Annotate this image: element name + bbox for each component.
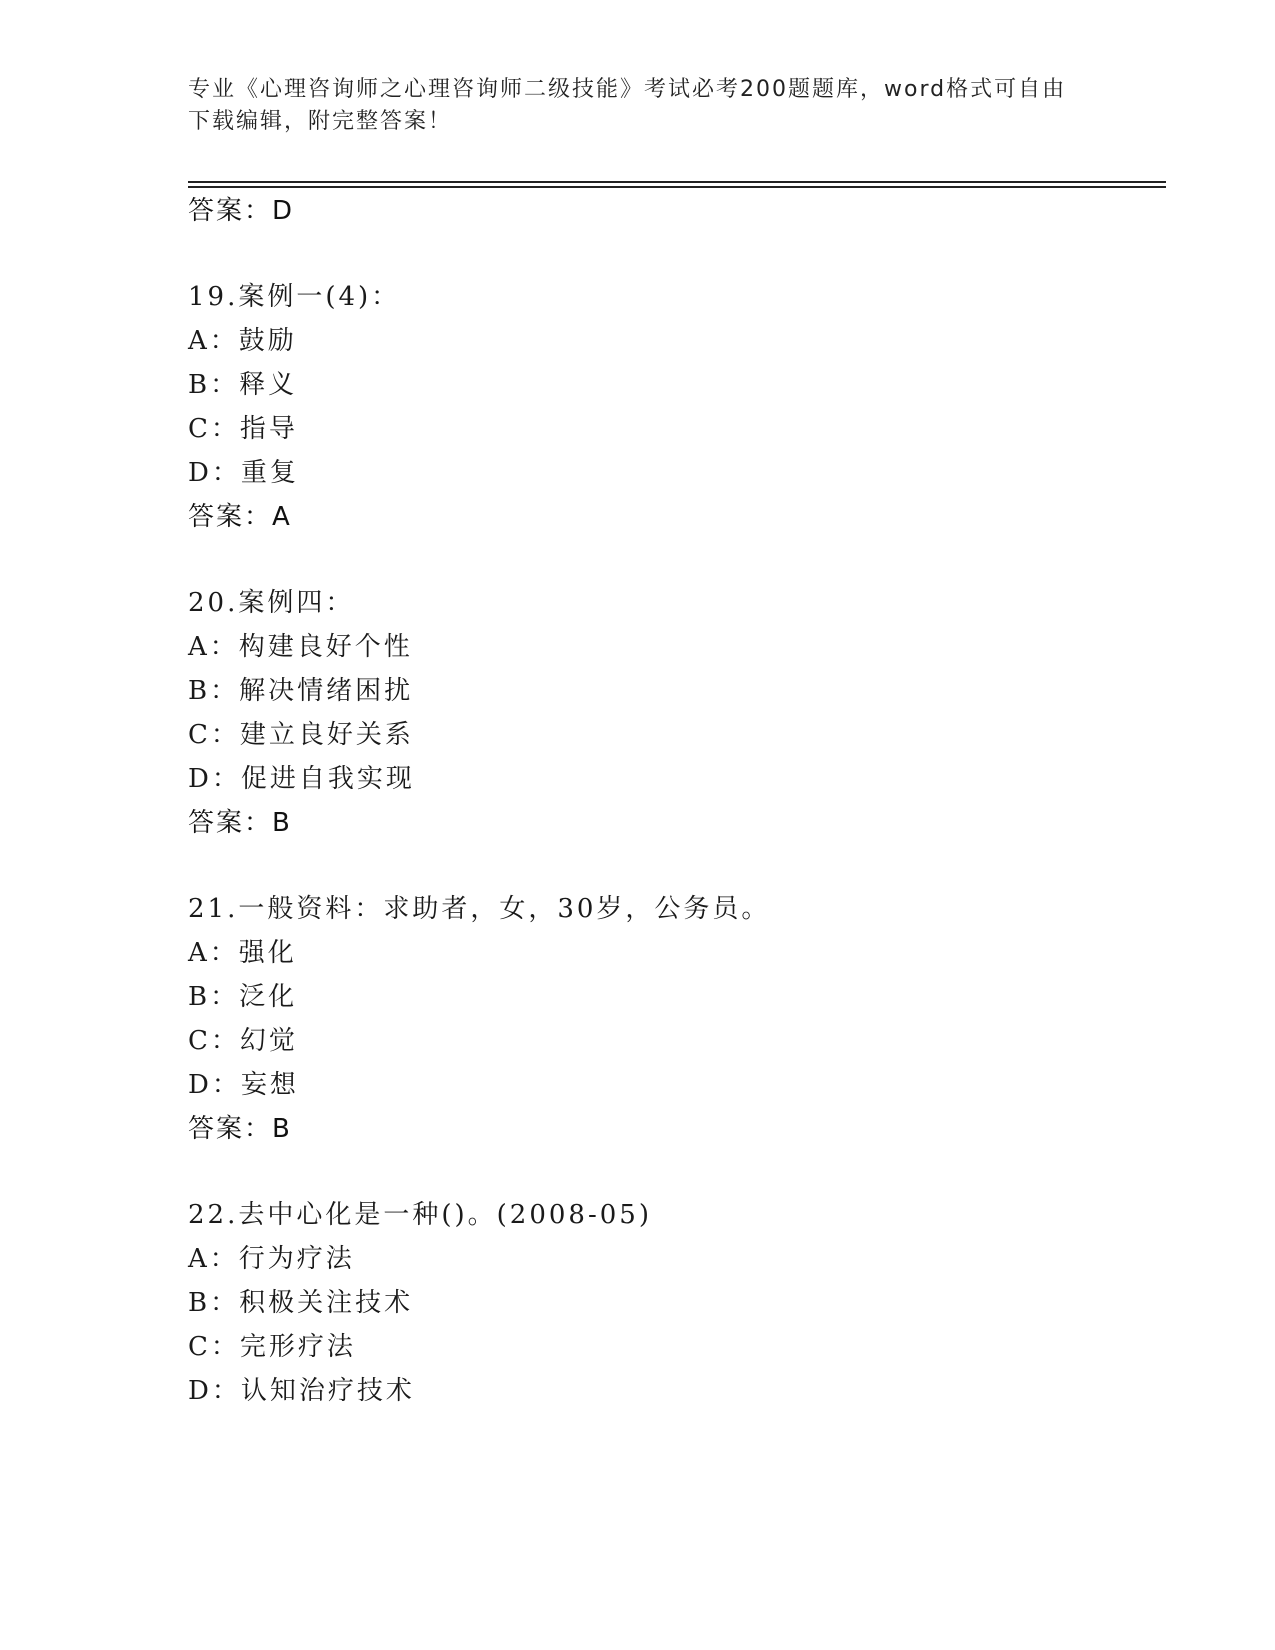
option-d: D：促进自我实现 xyxy=(188,764,415,794)
question-20: 20.案例四： xyxy=(188,588,355,618)
question-22: 22.去中心化是一种()。(2008-05) xyxy=(188,1200,652,1230)
header-rule-bottom xyxy=(188,186,1166,188)
option-b: B：积极关注技术 xyxy=(188,1288,414,1318)
option-d: D：妄想 xyxy=(188,1070,299,1100)
option-c: C：完形疗法 xyxy=(188,1332,356,1362)
option-c: C：建立良好关系 xyxy=(188,720,414,750)
question-21: 21.一般资料：求助者，女，30岁，公务员。 xyxy=(188,894,771,924)
option-a: A：鼓励 xyxy=(188,326,297,356)
option-c: C：指导 xyxy=(188,414,298,444)
document-header: 专业《心理咨询师之心理咨询师二级技能》考试必考200题题库，word格式可自由下载编辑，附完整答案！ xyxy=(188,77,1067,134)
option-a: A：行为疗法 xyxy=(188,1244,355,1274)
header-rule-top xyxy=(188,181,1166,183)
option-b: B：解决情绪困扰 xyxy=(188,676,414,706)
answer-line: 答案：D xyxy=(188,196,295,226)
option-b: B：泛化 xyxy=(188,982,298,1012)
option-a: A：构建良好个性 xyxy=(188,632,413,662)
question-19: 19.案例一(4)： xyxy=(188,282,401,312)
answer-line: 答案：A xyxy=(188,502,292,532)
answer-line: 答案：B xyxy=(188,1114,292,1144)
option-d: D：重复 xyxy=(188,458,299,488)
option-d: D：认知治疗技术 xyxy=(188,1376,415,1406)
answer-line: 答案：B xyxy=(188,808,292,838)
option-c: C：幻觉 xyxy=(188,1026,298,1056)
option-b: B：释义 xyxy=(188,370,298,400)
option-a: A：强化 xyxy=(188,938,297,968)
